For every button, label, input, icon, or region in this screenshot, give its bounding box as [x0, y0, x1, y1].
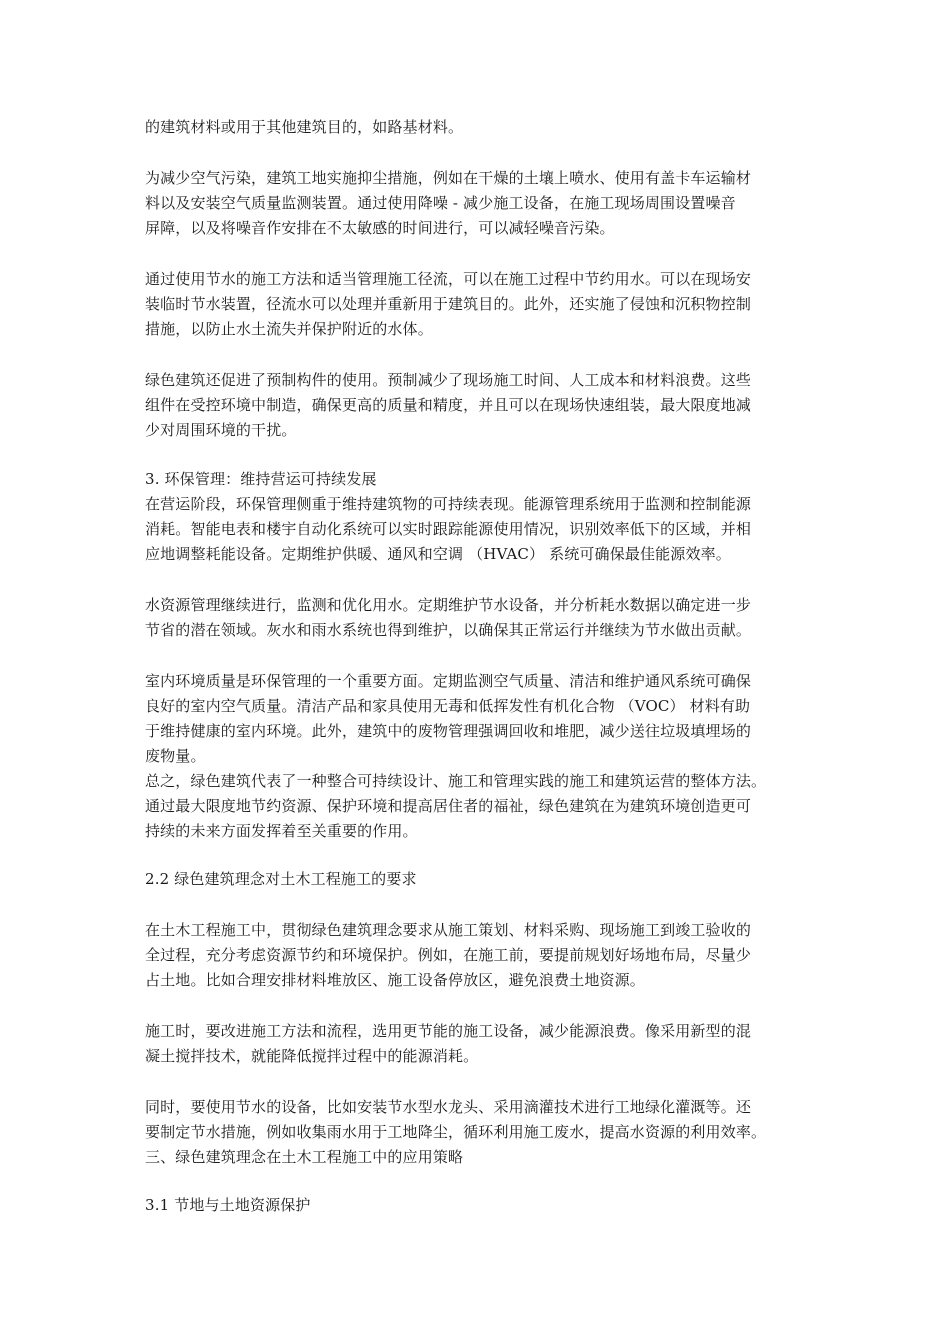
- text-line: 屏障，以及将噪音作安排在不太敏感的时间进行，可以减轻噪音污染。: [145, 219, 615, 237]
- text-line: 绿色建筑还促进了预制构件的使用。预制减少了现场施工时间、人工成本和材料浪费。这些: [145, 371, 752, 389]
- text-line: 为减少空气污染，建筑工地实施抑尘措施，例如在干燥的土壤上喷水、使用有盖卡车运输材: [145, 169, 752, 187]
- text-line: 通过使用节水的施工方法和适当管理施工径流，可以在施工过程中节约用水。可以在现场安: [145, 270, 752, 288]
- text-line: 良好的室内空气质量。清洁产品和家具使用无毒和低挥发性有机化合物 （VOC） 材料有助: [145, 697, 751, 715]
- text-line: 凝土搅拌技术，就能降低搅拌过程中的能源消耗。: [145, 1047, 479, 1065]
- text-line: 的建筑材料或用于其他建筑目的，如路基材料。: [145, 118, 464, 136]
- text-line: 废物量。: [145, 747, 206, 765]
- text-line: 应地调整耗能设备。定期维护供暖、通风和空调 （HVAC） 系统可确保最佳能源效率。: [145, 545, 731, 563]
- text-line: 水资源管理继续进行，监测和优化用水。定期维护节水设备，并分析耗水数据以确定进一步: [145, 596, 752, 614]
- text-line: 少对周围环境的干扰。: [145, 421, 297, 439]
- text-line: 料以及安装空气质量监测装置。通过使用降噪 - 减少施工设备，在施工现场周围设置噪音: [145, 194, 736, 212]
- text-line: 在土木工程施工中，贯彻绿色建筑理念要求从施工策划、材料采购、现场施工到竣工验收的: [145, 921, 752, 939]
- text-line: 节省的潜在领域。灰水和雨水系统也得到维护，以确保其正常运行并继续为节水做出贡献。: [145, 621, 752, 639]
- text-line: 总之，绿色建筑代表了一种整合可持续设计、施工和管理实践的施工和建筑运营的整体方法。: [145, 772, 767, 790]
- text-line: 组件在受控环境中制造，确保更高的质量和精度，并且可以在现场快速组装，最大限度地减: [145, 396, 752, 414]
- text-line: 占土地。比如合理安排材料堆放区、施工设备停放区，避免浪费土地资源。: [145, 971, 645, 989]
- section-heading: 3.1 节地与土地资源保护: [145, 1196, 311, 1214]
- section-heading: 2.2 绿色建筑理念对土木工程施工的要求: [145, 870, 417, 888]
- text-line: 于维持健康的室内环境。此外，建筑中的废物管理强调回收和堆肥，减少送往垃圾填埋场的: [145, 722, 752, 740]
- text-line: 在营运阶段，环保管理侧重于维持建筑物的可持续表现。能源管理系统用于监测和控制能源: [145, 495, 752, 513]
- text-line: 全过程，充分考虑资源节约和环境保护。例如，在施工前，要提前规划好场地布局，尽量少: [145, 946, 752, 964]
- text-line: 消耗。智能电表和楼宇自动化系统可以实时跟踪能源使用情况，识别效率低下的区域，并相: [145, 520, 752, 538]
- text-line: 持续的未来方面发挥着至关重要的作用。: [145, 822, 418, 840]
- text-line: 装临时节水装置，径流水可以处理并重新用于建筑目的。此外，还实施了侵蚀和沉积物控制: [145, 295, 752, 313]
- text-line: 措施，以防止水土流失并保护附近的水体。: [145, 320, 433, 338]
- text-line: 施工时，要改进施工方法和流程，选用更节能的施工设备，减少能源浪费。像采用新型的混: [145, 1022, 752, 1040]
- text-line: 室内环境质量是环保管理的一个重要方面。定期监测空气质量、清洁和维护通风系统可确保: [145, 672, 752, 690]
- text-line: 同时，要使用节水的设备，比如安装节水型水龙头、采用滴灌技术进行工地绿化灌溉等。还: [145, 1098, 752, 1116]
- text-line: 要制定节水措施，例如收集雨水用于工地降尘，循环利用施工废水，提高水资源的利用效率。: [145, 1123, 767, 1141]
- text-line: 通过最大限度地节约资源、保护环境和提高居住者的福祉，绿色建筑在为建筑环境创造更可: [145, 797, 752, 815]
- section-heading: 三、绿色建筑理念在土木工程施工中的应用策略: [145, 1148, 464, 1166]
- section-heading: 3. 环保管理：维持营运可持续发展: [145, 470, 377, 488]
